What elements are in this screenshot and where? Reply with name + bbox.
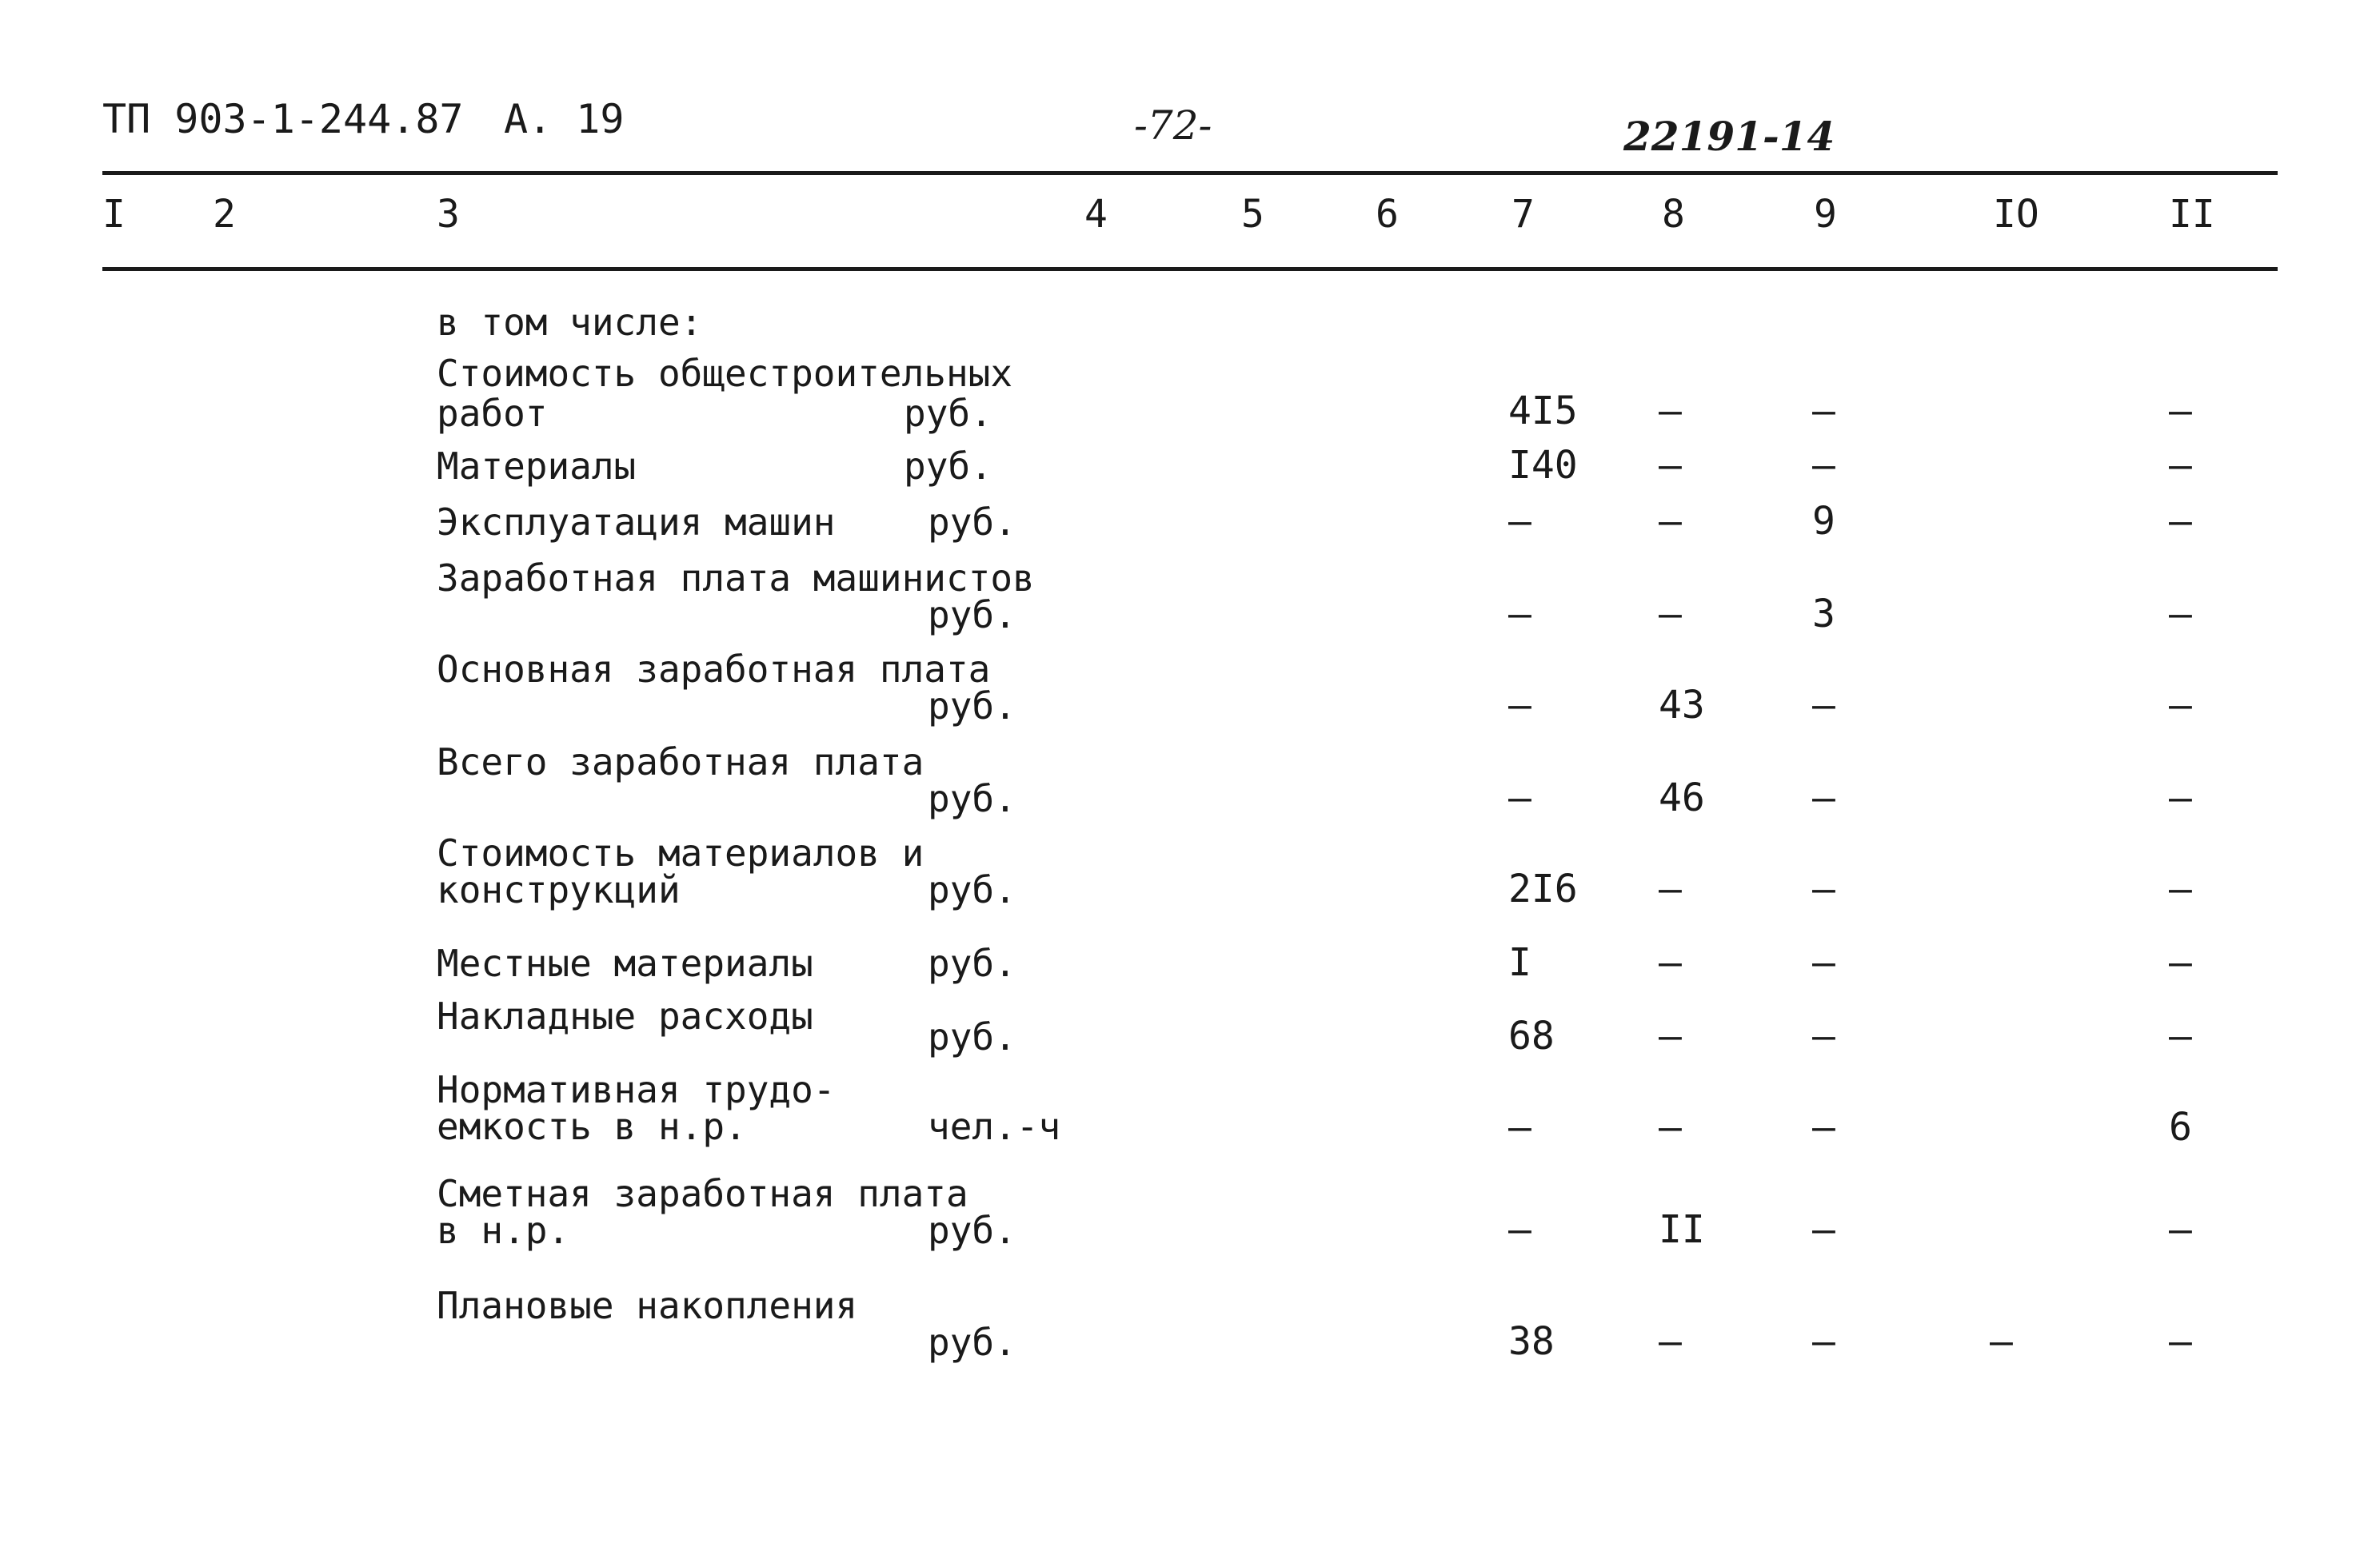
- header-top-rule: [102, 171, 2278, 175]
- row-value-col7: –: [1508, 1105, 1531, 1150]
- column-number-4: 4: [1084, 192, 1108, 237]
- row-value-col11: –: [2169, 443, 2192, 488]
- row-value-col7: 38: [1508, 1319, 1555, 1364]
- row-value-col11: –: [2169, 1207, 2192, 1252]
- row-value-col7: –: [1508, 592, 1531, 636]
- row-label-line-1: Основная заработная плата: [437, 648, 991, 691]
- row-value-col7: –: [1508, 683, 1531, 728]
- row-unit: руб.: [904, 445, 992, 488]
- row-value-col9: –: [1812, 1105, 1835, 1150]
- row-value-col11: –: [2169, 592, 2192, 636]
- column-number-6: 6: [1376, 192, 1399, 237]
- column-number-3: 3: [437, 192, 460, 237]
- row-value-col11: –: [2169, 1319, 2192, 1364]
- column-number-1: I: [102, 192, 126, 237]
- row-label-line-2: работ: [437, 392, 548, 435]
- row-label-line-1: Плановые накопления: [437, 1284, 858, 1327]
- row-value-col10: –: [1990, 1319, 2013, 1364]
- row-value-col7: 2I6: [1508, 867, 1578, 911]
- row-label-line-2: в н.р.: [437, 1209, 570, 1252]
- document-code-text: ТП 903-1-244.87: [102, 96, 464, 142]
- row-unit: руб.: [928, 1015, 1016, 1059]
- row-label-line-1: Стоимость общестроительных: [437, 352, 1013, 395]
- row-label-line-1: Накладные расходы: [437, 995, 813, 1038]
- column-number-7: 7: [1511, 192, 1535, 237]
- row-value-col9: 3: [1812, 592, 1835, 636]
- row-unit: руб.: [928, 1321, 1016, 1364]
- column-number-5: 5: [1241, 192, 1264, 237]
- album-number: [504, 96, 625, 142]
- album-number-text: А. 19: [504, 96, 625, 142]
- row-value-col7: 68: [1508, 1014, 1555, 1059]
- row-value-col8: II: [1659, 1207, 1705, 1252]
- row-label-line-1: Местные материалы: [437, 942, 813, 985]
- row-value-col7: 4I5: [1508, 389, 1578, 433]
- row-value-col9: –: [1812, 443, 1835, 488]
- row-value-col11: –: [2169, 1014, 2192, 1059]
- row-unit: руб.: [928, 868, 1016, 911]
- column-number-8: 8: [1662, 192, 1685, 237]
- page-number: -72-: [1134, 102, 1212, 149]
- row-label-line-1: Стоимость материалов и: [437, 831, 924, 875]
- intro-text: в том числе:: [437, 301, 703, 344]
- row-value-col7: –: [1508, 1207, 1531, 1252]
- column-number-10: IO: [1993, 192, 2039, 237]
- row-label-line-1: Нормативная трудо-: [437, 1068, 836, 1111]
- row-unit: руб.: [904, 392, 992, 435]
- row-value-col8: –: [1659, 940, 1682, 985]
- row-value-col8: –: [1659, 499, 1682, 544]
- row-label-line-1: Всего заработная плата: [437, 740, 924, 784]
- row-value-col8: –: [1659, 1319, 1682, 1364]
- row-label-line-1: Материалы: [437, 445, 637, 488]
- row-value-col9: –: [1812, 389, 1835, 433]
- row-label-line-2: конструкций: [437, 868, 681, 911]
- row-value-col7: –: [1508, 776, 1531, 820]
- row-value-col8: –: [1659, 443, 1682, 488]
- row-value-col8: 43: [1659, 683, 1705, 728]
- row-value-col11: –: [2169, 776, 2192, 820]
- row-value-col9: –: [1812, 1014, 1835, 1059]
- row-label-line-1: Сметная заработная плата: [437, 1172, 968, 1215]
- header-bottom-rule: [102, 267, 2278, 271]
- row-value-col7: –: [1508, 499, 1531, 544]
- row-value-col8: –: [1659, 389, 1682, 433]
- row-value-col9: –: [1812, 776, 1835, 820]
- row-label-line-1: Заработная плата машинистов: [437, 556, 1035, 600]
- row-value-col11: –: [2169, 940, 2192, 985]
- row-value-col9: –: [1812, 683, 1835, 728]
- row-value-col9: –: [1812, 1207, 1835, 1252]
- column-number-2: 2: [213, 192, 236, 237]
- row-value-col11: –: [2169, 867, 2192, 911]
- row-value-col11: –: [2169, 499, 2192, 544]
- inventory-number: 22191-14: [1623, 113, 1835, 160]
- row-value-col11: 6: [2169, 1105, 2192, 1150]
- row-unit: чел.-ч: [928, 1105, 1061, 1148]
- row-label-line-1: Эксплуатация машин: [437, 500, 836, 544]
- row-value-col7: I40: [1508, 443, 1578, 488]
- column-number-11: II: [2169, 192, 2215, 237]
- row-unit: руб.: [928, 593, 1016, 636]
- column-number-9: 9: [1814, 192, 1837, 237]
- row-unit: руб.: [928, 684, 1016, 728]
- row-value-col9: –: [1812, 1319, 1835, 1364]
- row-unit: руб.: [928, 942, 1016, 985]
- row-value-col8: –: [1659, 1014, 1682, 1059]
- row-value-col8: –: [1659, 592, 1682, 636]
- row-value-col8: –: [1659, 867, 1682, 911]
- row-unit: руб.: [928, 500, 1016, 544]
- row-value-col8: 46: [1659, 776, 1705, 820]
- row-value-col9: –: [1812, 867, 1835, 911]
- row-unit: руб.: [928, 1209, 1016, 1252]
- document-code: [102, 96, 464, 142]
- row-value-col9: 9: [1812, 499, 1835, 544]
- row-value-col11: –: [2169, 683, 2192, 728]
- row-unit: руб.: [928, 777, 1016, 820]
- row-label-line-2: емкость в н.р.: [437, 1105, 747, 1148]
- row-value-col7: I: [1508, 940, 1531, 985]
- row-value-col8: –: [1659, 1105, 1682, 1150]
- row-value-col11: –: [2169, 389, 2192, 433]
- row-value-col9: –: [1812, 940, 1835, 985]
